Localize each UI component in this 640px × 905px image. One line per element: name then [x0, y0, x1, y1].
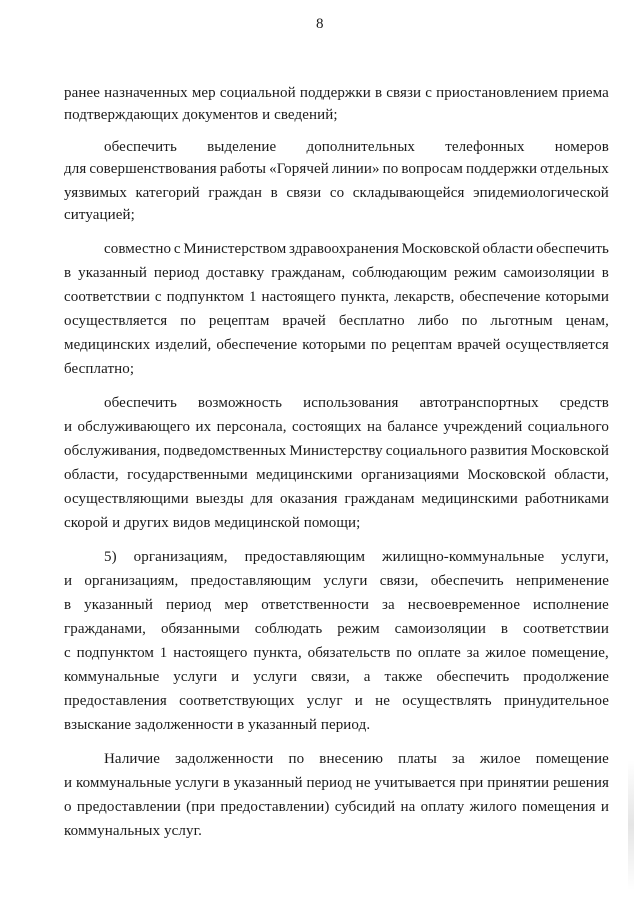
- word: ответственности: [261, 597, 370, 613]
- paragraph-3-line-5: скорой и других видов медицинской помощи;: [64, 515, 361, 531]
- word: обеспечить: [104, 139, 177, 155]
- word: по: [288, 751, 305, 767]
- paragraph-1-line-3: ситуацией;: [64, 207, 135, 223]
- word: Министерству: [289, 443, 383, 459]
- word: организациями: [360, 467, 460, 483]
- paragraph-0-line-0: [64, 84, 609, 102]
- word: принятии: [487, 775, 550, 791]
- word: соблюдающим: [352, 265, 448, 281]
- word: учитывается: [374, 775, 456, 791]
- word: с: [173, 241, 181, 257]
- word: услуги: [323, 573, 368, 589]
- word: жилое: [485, 645, 527, 661]
- word: социального: [385, 443, 468, 459]
- word: уязвимых: [64, 185, 127, 201]
- word: отдельных: [540, 161, 609, 177]
- word: при: [459, 775, 484, 791]
- word: продолжение: [523, 669, 609, 685]
- word: за: [466, 645, 480, 661]
- paragraph-4-line-7: взыскание задолженности в указанный период.: [64, 717, 371, 733]
- word: обеспечение: [459, 289, 541, 305]
- word: области,: [554, 467, 609, 483]
- word: обеспечить: [104, 395, 177, 411]
- word: пункта,: [253, 645, 302, 661]
- word: приостановлением: [436, 85, 558, 101]
- word: настоящего: [173, 645, 248, 661]
- paragraph-3-line-1: [64, 418, 609, 436]
- word: выделение: [207, 139, 277, 155]
- word: предоставления: [64, 693, 167, 709]
- word: социального: [527, 419, 609, 435]
- word: выезды: [195, 491, 244, 507]
- word: осуществлять: [402, 693, 492, 709]
- word: 5): [104, 549, 117, 565]
- word: помещение: [535, 751, 609, 767]
- word: обслуживающего: [77, 419, 191, 435]
- paragraph-2-line-5: бесплатно;: [64, 361, 135, 377]
- word: соответствующих: [179, 693, 295, 709]
- word: услуг: [306, 693, 343, 709]
- paragraph-5-line-1: [64, 774, 609, 792]
- word: медицинских: [64, 337, 151, 353]
- word: поддержки: [466, 161, 538, 177]
- word: которыми: [302, 337, 366, 353]
- paragraph-4-line-4: [64, 644, 609, 662]
- word: поддержки: [299, 85, 371, 101]
- word: услуги: [173, 669, 218, 685]
- word: и: [600, 799, 609, 815]
- word: льготным: [490, 313, 553, 329]
- paragraph-4-line-6: [64, 692, 609, 710]
- word: в: [222, 775, 230, 791]
- word: здравоохранения: [289, 241, 399, 257]
- word: и: [64, 573, 73, 589]
- word: неприменение: [515, 573, 609, 589]
- word: режим: [454, 265, 497, 281]
- word: средств: [559, 395, 609, 411]
- paragraph-4-line-0: [104, 548, 609, 566]
- word: вопросам: [401, 161, 463, 177]
- word: области,: [64, 467, 119, 483]
- word: возможность: [197, 395, 283, 411]
- word: коммунальные: [64, 669, 160, 685]
- word: несвоевременное: [407, 597, 521, 613]
- word: «Горячей: [269, 161, 329, 177]
- word: социальной: [219, 85, 296, 101]
- paragraph-2-line-0: [104, 240, 609, 258]
- word: эпидемиологической: [473, 185, 609, 201]
- word: период: [165, 597, 212, 613]
- paragraph-3-line-0: [104, 394, 609, 412]
- word: балансе: [387, 419, 439, 435]
- word: медицинскими: [421, 491, 518, 507]
- word: помещения: [522, 799, 596, 815]
- word: за: [452, 751, 465, 767]
- word: лекарств,: [394, 289, 455, 305]
- word: (при: [186, 799, 216, 815]
- word: указанный: [78, 265, 147, 281]
- word: в: [64, 265, 72, 281]
- word: оплате: [417, 645, 461, 661]
- word: обслуживания,: [64, 443, 161, 459]
- word: приема: [562, 85, 609, 101]
- word: на: [400, 799, 416, 815]
- paragraph-4-line-5: [64, 668, 609, 686]
- word: предоставлении): [220, 799, 330, 815]
- word: соответствии: [64, 289, 150, 305]
- word: за: [382, 597, 395, 613]
- word: врачей: [282, 313, 326, 329]
- word: гражданам: [344, 491, 415, 507]
- word: которыми: [545, 289, 609, 305]
- word: самоизоляции: [394, 621, 486, 637]
- word: принудительное: [503, 693, 609, 709]
- paragraph-2-line-4: [64, 336, 609, 354]
- paragraph-2-line-3: [64, 312, 609, 330]
- word: предоставляющим: [190, 573, 312, 589]
- word: Московской: [530, 443, 609, 459]
- word: изделий,: [155, 337, 212, 353]
- word: мер: [191, 85, 216, 101]
- word: и: [354, 693, 363, 709]
- word: не: [375, 693, 390, 709]
- word: осуществляющими: [64, 491, 189, 507]
- word: настоящего: [261, 289, 336, 305]
- word: в: [64, 597, 72, 613]
- word: рецептам: [391, 337, 453, 353]
- word: по: [461, 313, 478, 329]
- word: оплату: [420, 799, 465, 815]
- paragraph-2-line-2: [64, 288, 609, 306]
- word: 1: [248, 289, 257, 305]
- paragraph-3-line-2: [64, 442, 609, 460]
- word: субсидий: [334, 799, 396, 815]
- word: линии»: [331, 161, 380, 177]
- word: подпунктом: [166, 289, 245, 305]
- word: с: [425, 85, 433, 101]
- word: а: [363, 669, 371, 685]
- word: связи,: [311, 669, 350, 685]
- word: услуги: [175, 775, 220, 791]
- word: самоизоляции: [503, 265, 595, 281]
- word: Министерством: [183, 241, 287, 257]
- word: соответствии: [522, 621, 609, 637]
- word: медицинскими: [256, 467, 353, 483]
- word: обеспечить: [430, 573, 504, 589]
- word: организациям,: [133, 549, 228, 565]
- word: коммунальные: [75, 775, 172, 791]
- word: телефонных: [445, 139, 525, 155]
- word: категорий: [135, 185, 200, 201]
- word: со: [329, 185, 345, 201]
- word: граждан: [208, 185, 263, 201]
- word: связи: [386, 85, 422, 101]
- word: обеспечить: [536, 241, 609, 257]
- word: указанный: [84, 597, 153, 613]
- word: Московской: [467, 467, 546, 483]
- word: использования: [303, 395, 399, 411]
- word: с: [154, 289, 162, 305]
- paragraph-1-line-2: [64, 184, 609, 202]
- word: режим: [337, 621, 380, 637]
- word: Московской: [401, 241, 480, 257]
- word: бесплатно: [338, 313, 405, 329]
- word: соблюдать: [254, 621, 323, 637]
- word: рецептам: [208, 313, 270, 329]
- word: работы: [219, 161, 267, 177]
- word: обеспечить: [436, 669, 510, 685]
- word: решения: [552, 775, 609, 791]
- word: не: [355, 775, 371, 791]
- paragraph-4-line-1: [64, 572, 609, 590]
- word: жилое: [479, 751, 521, 767]
- word: назначенных: [104, 85, 188, 101]
- word: гражданами,: [64, 621, 147, 637]
- word: для: [250, 491, 273, 507]
- word: и: [231, 669, 240, 685]
- word: работниками: [524, 491, 609, 507]
- word: обеспечение: [216, 337, 298, 353]
- word: дополнительных: [306, 139, 416, 155]
- word: и: [64, 775, 73, 791]
- word: на: [366, 419, 382, 435]
- word: складывающейся: [352, 185, 465, 201]
- paragraph-5-line-3: коммунальных услуг.: [64, 823, 202, 839]
- word: предоставлении: [76, 799, 181, 815]
- word: в: [601, 265, 609, 281]
- paragraph-3-line-4: [64, 490, 609, 508]
- word: указанный: [233, 775, 303, 791]
- word: обязанными: [160, 621, 240, 637]
- word: задолженности: [175, 751, 274, 767]
- word: по: [180, 313, 196, 329]
- word: области: [482, 241, 534, 257]
- word: по: [382, 161, 399, 177]
- paragraph-1-line-0: [104, 138, 609, 156]
- word: в: [500, 621, 509, 637]
- word: развития: [470, 443, 528, 459]
- word: пункта,: [340, 289, 390, 305]
- word: оказания: [279, 491, 338, 507]
- word: номеров: [554, 139, 609, 155]
- paragraph-0-line-1: подтверждающих документов и сведений;: [64, 107, 338, 123]
- word: связи: [286, 185, 322, 201]
- word: по: [370, 337, 387, 353]
- word: внесению: [319, 751, 383, 767]
- word: Наличие: [104, 751, 161, 767]
- paragraph-4-line-3: [64, 620, 609, 638]
- paragraph-5-line-0: [104, 750, 609, 768]
- paragraph-2-line-1: [64, 264, 609, 282]
- word: либо: [417, 313, 449, 329]
- word: ранее: [64, 85, 101, 101]
- word: для: [64, 161, 87, 177]
- word: гражданам,: [271, 265, 346, 281]
- word: платы: [398, 751, 437, 767]
- word: подпунктом: [76, 645, 154, 661]
- word: также: [384, 669, 423, 685]
- word: учреждений: [443, 419, 523, 435]
- word: период: [306, 775, 352, 791]
- word: период: [153, 265, 200, 281]
- word: и: [64, 419, 73, 435]
- word: их: [195, 419, 212, 435]
- word: исполнение: [533, 597, 609, 613]
- margin-scan-artifact: [628, 760, 634, 890]
- word: подведомственных: [163, 443, 287, 459]
- word: о: [64, 799, 72, 815]
- word: осуществляется: [505, 337, 609, 353]
- word: государственными: [127, 467, 248, 483]
- word: ценам,: [565, 313, 609, 329]
- word: осуществляется: [64, 313, 168, 329]
- word: услуги,: [561, 549, 609, 565]
- paragraph-3-line-3: [64, 466, 609, 484]
- paragraph-4-line-2: [64, 596, 609, 614]
- word: предоставляющим: [244, 549, 366, 565]
- paragraph-1-line-1: [64, 160, 609, 178]
- word: с: [64, 645, 71, 661]
- word: совместно: [104, 241, 172, 257]
- word: мер: [224, 597, 249, 613]
- word: персонала,: [216, 419, 287, 435]
- word: в: [375, 85, 383, 101]
- word: в: [270, 185, 278, 201]
- word: автотранспортных: [419, 395, 539, 411]
- page-number: 8: [316, 16, 324, 32]
- word: 1: [159, 645, 168, 661]
- word: доставку: [206, 265, 265, 281]
- word: обязательств: [307, 645, 391, 661]
- word: совершенствования: [89, 161, 217, 177]
- word: состоящих: [291, 419, 362, 435]
- paragraph-5-line-2: [64, 798, 609, 816]
- word: врачей: [457, 337, 501, 353]
- word: помещение,: [531, 645, 609, 661]
- word: услуги: [253, 669, 298, 685]
- word: организациям,: [84, 573, 179, 589]
- word: жилого: [469, 799, 517, 815]
- word: по: [396, 645, 413, 661]
- word: жилищно-коммунальные: [382, 549, 545, 565]
- word: связи,: [379, 573, 419, 589]
